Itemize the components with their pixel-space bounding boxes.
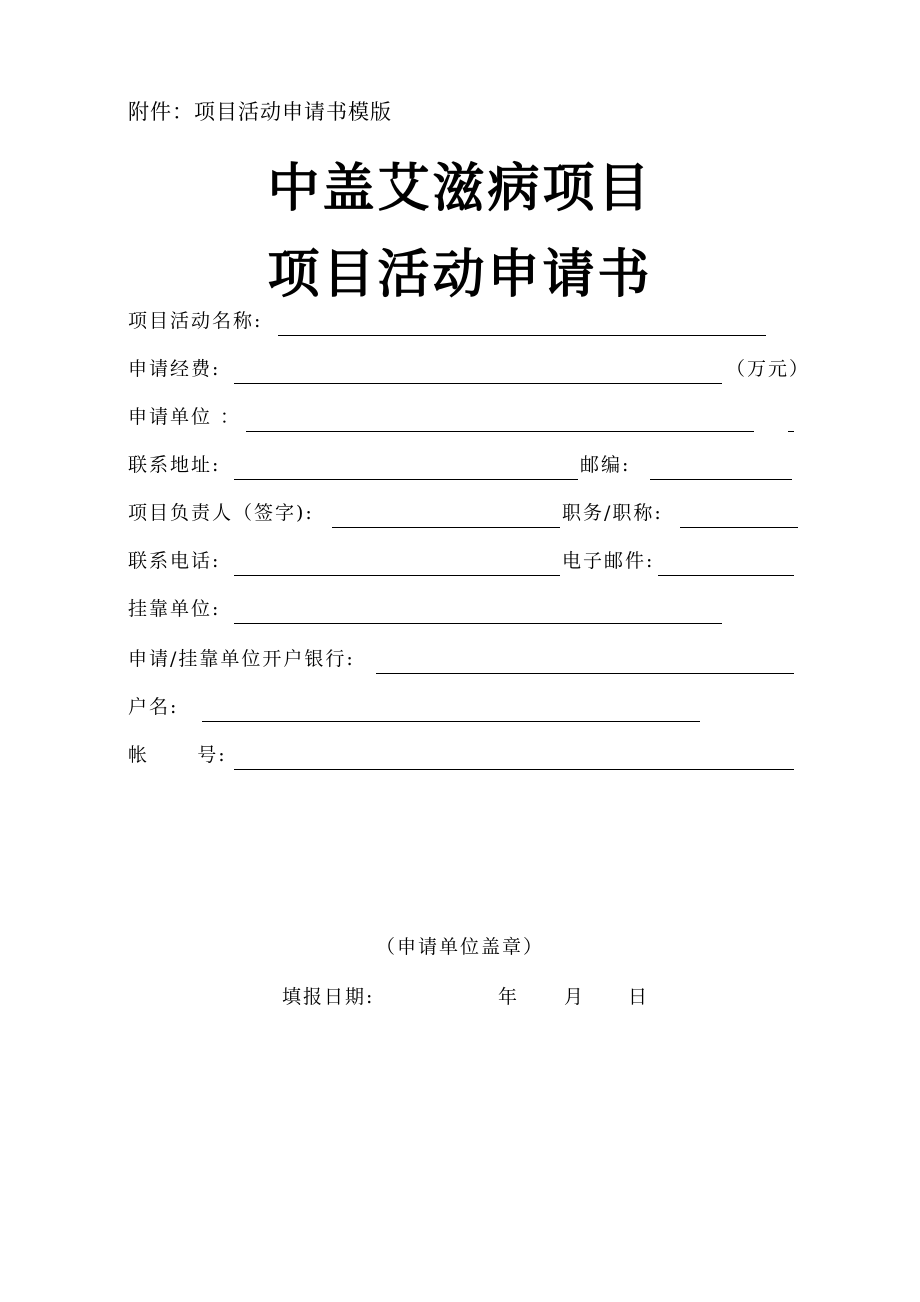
account-number-row bbox=[128, 740, 808, 774]
affiliated-unit-label: 挂靠单位: bbox=[128, 598, 221, 620]
affiliated-unit-input-line[interactable] bbox=[234, 623, 722, 624]
account-name-input-line[interactable] bbox=[202, 721, 700, 722]
phone-row bbox=[128, 546, 808, 580]
funding-input-line[interactable] bbox=[234, 383, 722, 384]
activity-name-label: 项目活动名称: bbox=[128, 310, 263, 332]
funding-label: 申请经费: bbox=[128, 358, 221, 380]
position-label: 职务/职称: bbox=[562, 502, 663, 524]
funding-row bbox=[128, 354, 811, 388]
title-line-1: 中盖艾滋病项目 bbox=[267, 159, 653, 219]
bank-input-line[interactable] bbox=[376, 673, 794, 674]
activity-name-input-line[interactable] bbox=[278, 335, 766, 336]
address-label: 联系地址: bbox=[128, 454, 221, 476]
date-label: 填报日期: bbox=[282, 986, 375, 1008]
address-input-line[interactable] bbox=[234, 479, 578, 480]
funding-unit-label: （万元） bbox=[726, 358, 811, 380]
date-day: 日 bbox=[628, 986, 650, 1008]
bank-label: 申请/挂靠单位开户银行: bbox=[128, 648, 355, 670]
applicant-unit-input-line[interactable] bbox=[246, 431, 754, 432]
applicant-unit-label: 申请单位 ： bbox=[128, 406, 242, 428]
phone-input-line[interactable] bbox=[234, 575, 560, 576]
leader-label: 项目负责人（签字): bbox=[128, 502, 314, 524]
email-label: 电子邮件: bbox=[562, 550, 655, 572]
leader-input-line[interactable] bbox=[332, 527, 560, 528]
date-month: 月 bbox=[564, 986, 586, 1008]
address-row bbox=[128, 450, 808, 484]
account-name-label: 户名: bbox=[128, 696, 179, 718]
postcode-label: 邮编: bbox=[580, 454, 631, 476]
stamp-label: （申请单位盖章） bbox=[375, 936, 544, 958]
email-input-line[interactable] bbox=[658, 575, 794, 576]
phone-label: 联系电话: bbox=[128, 550, 221, 572]
leader-row bbox=[128, 498, 808, 532]
activity-name-row bbox=[128, 306, 808, 340]
account-number-input-line[interactable] bbox=[234, 769, 794, 770]
position-input-line[interactable] bbox=[680, 527, 798, 528]
title-line-2: 项目活动申请书 bbox=[267, 245, 653, 305]
postcode-input-line[interactable] bbox=[650, 479, 792, 480]
date-year: 年 bbox=[498, 986, 520, 1008]
bank-row bbox=[128, 644, 808, 678]
applicant-unit-row bbox=[128, 402, 808, 436]
affiliated-unit-row bbox=[128, 594, 808, 628]
account-name-row bbox=[128, 692, 808, 726]
attachment-label: 附件：项目活动申请书模版 bbox=[128, 100, 392, 124]
applicant-unit-trailing-line bbox=[788, 431, 794, 432]
account-number-label: 帐 号: bbox=[128, 744, 227, 766]
